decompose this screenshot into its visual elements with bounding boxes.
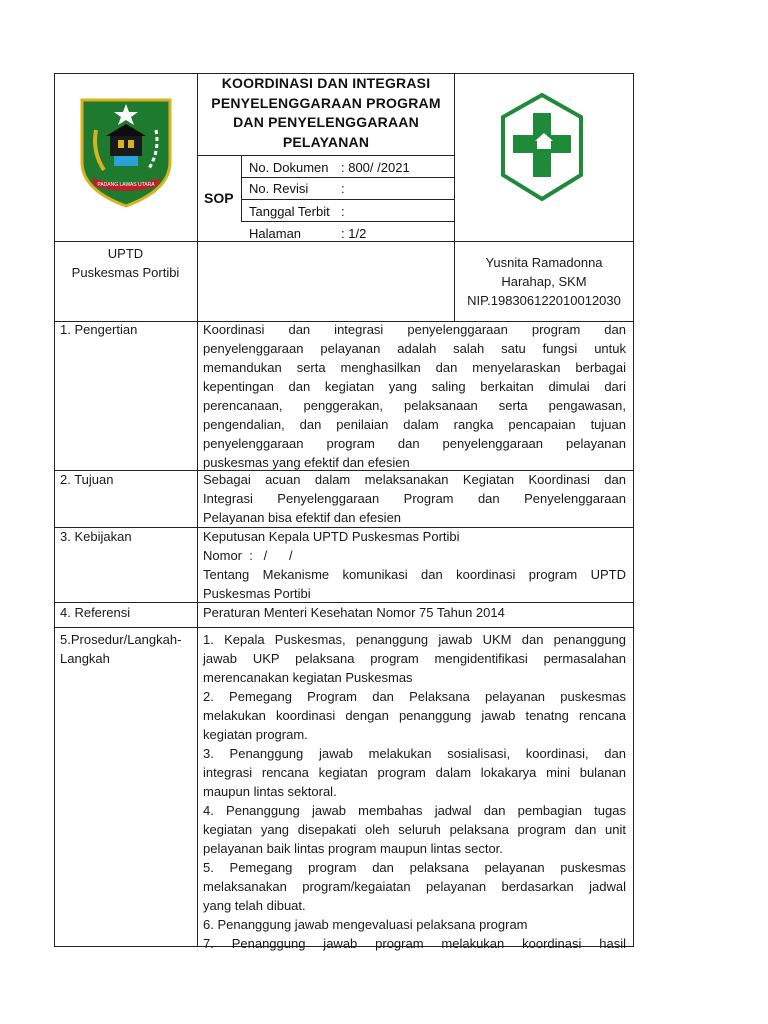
section-body-pengertian: Koordinasi dan integrasi penyelenggaraan program dan penyelenggaraan pelayanan adalah salah satu fungsi untuk memandukan serta menghasilkan dan menyelaraskan berbagai kepentingan dan kegiatan yang saling berkaitan dimulai dari perencanaan, penggerakan, pelaksanaan serta pengawasan, pengendalian, dan penilaian dalam rangka pencapaian tujuan penyelenggaraan program dan penyelenggaraan pelayanan puskesmas yang efektif dan efesien xyxy=(203,322,626,470)
puskesmas-cross-logo xyxy=(501,93,583,203)
section-body-tujuan: Sebagai acuan dalam melaksanakan Kegiatan Koordinasi dan Integrasi Penyelenggaraan Program dan Penyelenggaraan Pelayanan bisa efektif dan efesien xyxy=(203,472,626,525)
section-label-pengertian: 1. Pengertian xyxy=(60,322,138,337)
section-body-kebijakan: Keputusan Kepala UPTD Puskesmas Portibi Nomor : / / Tentang Mekanisme komunikasi dan koordinasi program UPTD Puskesmas Portibi xyxy=(203,529,626,601)
document-title: KOORDINASI DAN INTEGRASI PENYELENGGARAAN PROGRAM DAN PENYELENGGARAAN PELAYANAN xyxy=(211,75,441,150)
section-body-referensi: Peraturan Menteri Kesehatan Nomor 75 Tahun 2014 xyxy=(203,605,505,620)
meta-issue-date: Tanggal Terbit : xyxy=(249,204,345,219)
meta-page: Halaman : 1/2 xyxy=(249,226,367,241)
sop-label: SOP xyxy=(204,190,234,206)
unit-name: UPTD Puskesmas Portibi xyxy=(71,246,180,280)
section-label-kebijakan: 3. Kebijakan xyxy=(60,529,132,544)
section-body-prosedur: 1. Kepala Puskesmas, penanggung jawab UKM dan penanggung jawab UKP pelaksana program mengidentifikasi permasalahan merencanakan kegiatan Puskesmas 2. Pemegang Program dan Pelaksana pelayanan puskesmas melakukan koordinasi dengan penanggung jawab tenatng rencana kegiatan program. 3. Penanggung jawab melakukan sosialisasi, koordinasi, dan integrasi rencana kegiatan program dalam lokakarya mini bulanan maupun lintas sektoral. 4. Penanggung jawab membahas jadwal dan pembagian tugas kegiatan yang disepakati oleh seluruh pelaksana program dan unit pelayanan baik lintas program maupun lintas sector. 5. Pemegang program dan pelaksana pelayanan puskesmas melaksanakan program/kegaiatan pelayanan berdasarkan jadwal yang telah dibuat. 6. Penanggung jawab mengevaluasi pelaksana program 7. Penanggung jawab program melakukan koordinasi hasil xyxy=(203,632,626,951)
meta-revision: No. Revisi : xyxy=(249,181,345,196)
section-label-prosedur: 5.Prosedur/Langkah- Langkah xyxy=(60,632,182,666)
signer-block: Yusnita Ramadonna Harahap, SKM NIP.198306122010012030 xyxy=(467,255,621,308)
section-label-referensi: 4. Referensi xyxy=(60,605,131,620)
crest-banner-text: PADANG LAWAS UTARA xyxy=(97,182,155,188)
section-label-tujuan: 2. Tujuan xyxy=(60,472,114,487)
meta-doc-number: No. Dokumen : 800/ /2021 xyxy=(249,160,410,175)
regency-crest-logo xyxy=(78,90,174,208)
